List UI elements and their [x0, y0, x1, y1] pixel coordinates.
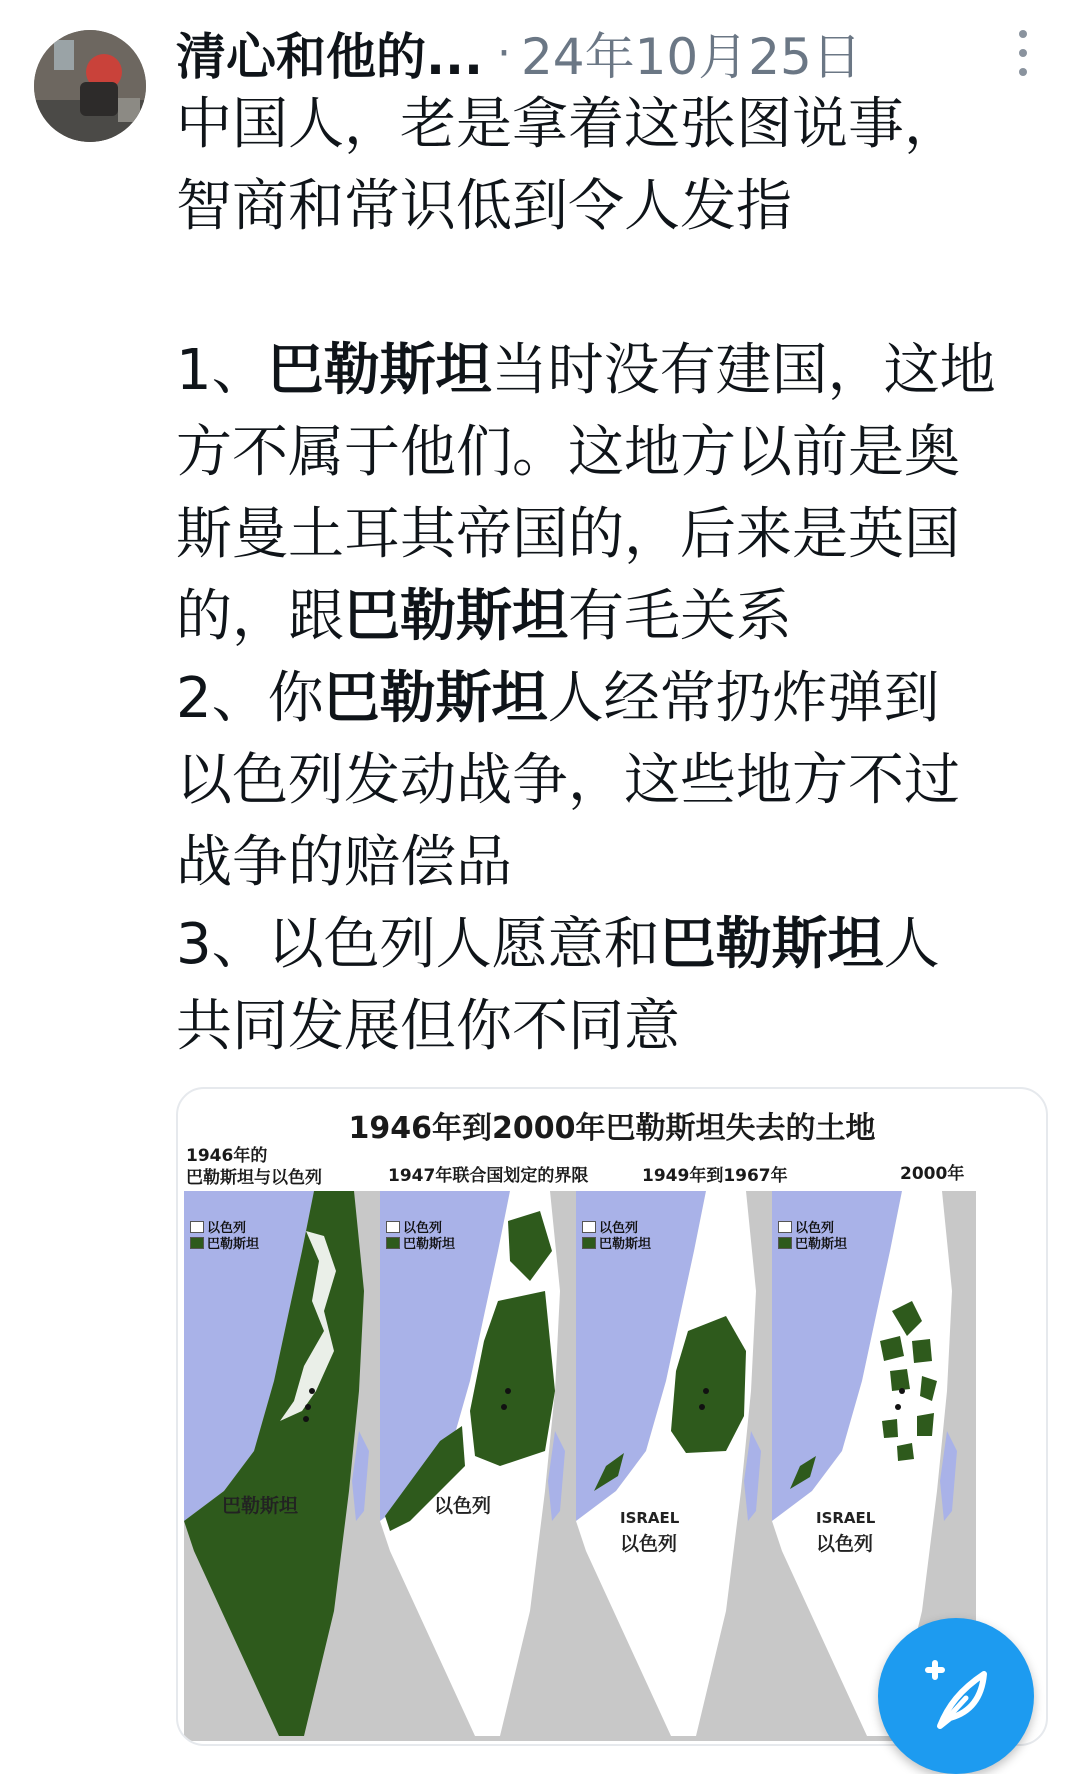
- panel-caption: 1947年联合国划定的界限: [388, 1166, 589, 1186]
- map-label: 以色列: [620, 1533, 678, 1555]
- post-date[interactable]: 24年10月25日: [520, 28, 862, 86]
- text-line: 3、以色列人愿意和巴勒斯坦人: [176, 912, 940, 977]
- text-line: 方不属于他们。这地方以前是奥: [176, 420, 960, 485]
- text-line: 2、你巴勒斯坦人经常扔炸弹到: [176, 666, 940, 731]
- text-line: 1、巴勒斯坦当时没有建国，这地: [176, 338, 996, 403]
- panel-caption: 1949年到1967年: [642, 1166, 788, 1186]
- text-line: 的，跟巴勒斯坦有毛关系: [176, 584, 792, 649]
- map-panel-1947: [380, 1191, 584, 1741]
- compose-feather-icon: [914, 1652, 998, 1736]
- map-panel-1949-1967: [576, 1191, 780, 1741]
- author-name[interactable]: 清心和他的...: [176, 28, 483, 86]
- map-label: ISRAEL: [816, 1509, 876, 1527]
- user-avatar-icon: [34, 30, 146, 142]
- separator-dot: ·: [496, 27, 511, 79]
- map-label: 巴勒斯坦: [222, 1495, 299, 1517]
- map-label: 以色列: [434, 1495, 492, 1517]
- map-legend: 以色列 巴勒斯坦: [190, 1221, 259, 1253]
- post-header: [176, 18, 1036, 88]
- text-line: 共同发展但你不同意: [176, 994, 680, 1059]
- map-label: ISRAEL: [620, 1509, 680, 1527]
- text-line: 智商和常识低到令人发指: [176, 174, 792, 239]
- more-vertical-icon[interactable]: [1005, 30, 1041, 76]
- post-body: [176, 84, 1056, 1068]
- text-line: 以色列发动战争，这些地方不过: [176, 748, 960, 813]
- map-legend: 以色列 巴勒斯坦: [386, 1221, 455, 1253]
- map-legend: 以色列 巴勒斯坦: [778, 1221, 847, 1253]
- text-line: 中国人，老是拿着这张图说事，: [176, 92, 960, 157]
- map-legend: 以色列 巴勒斯坦: [582, 1221, 651, 1253]
- map-panel-1946: [184, 1191, 388, 1741]
- avatar[interactable]: [34, 30, 146, 142]
- text-line: 战争的赔偿品: [176, 830, 512, 895]
- text-line: 斯曼土耳其帝国的，后来是英国: [176, 502, 960, 567]
- image-title: 1946年到2000年巴勒斯坦失去的土地: [348, 1111, 876, 1146]
- map-label: 以色列: [816, 1533, 874, 1555]
- panel-caption: 2000年: [900, 1164, 965, 1184]
- compose-button[interactable]: [878, 1618, 1034, 1774]
- panel-caption: 1946年的 巴勒斯坦与以色列: [186, 1146, 322, 1188]
